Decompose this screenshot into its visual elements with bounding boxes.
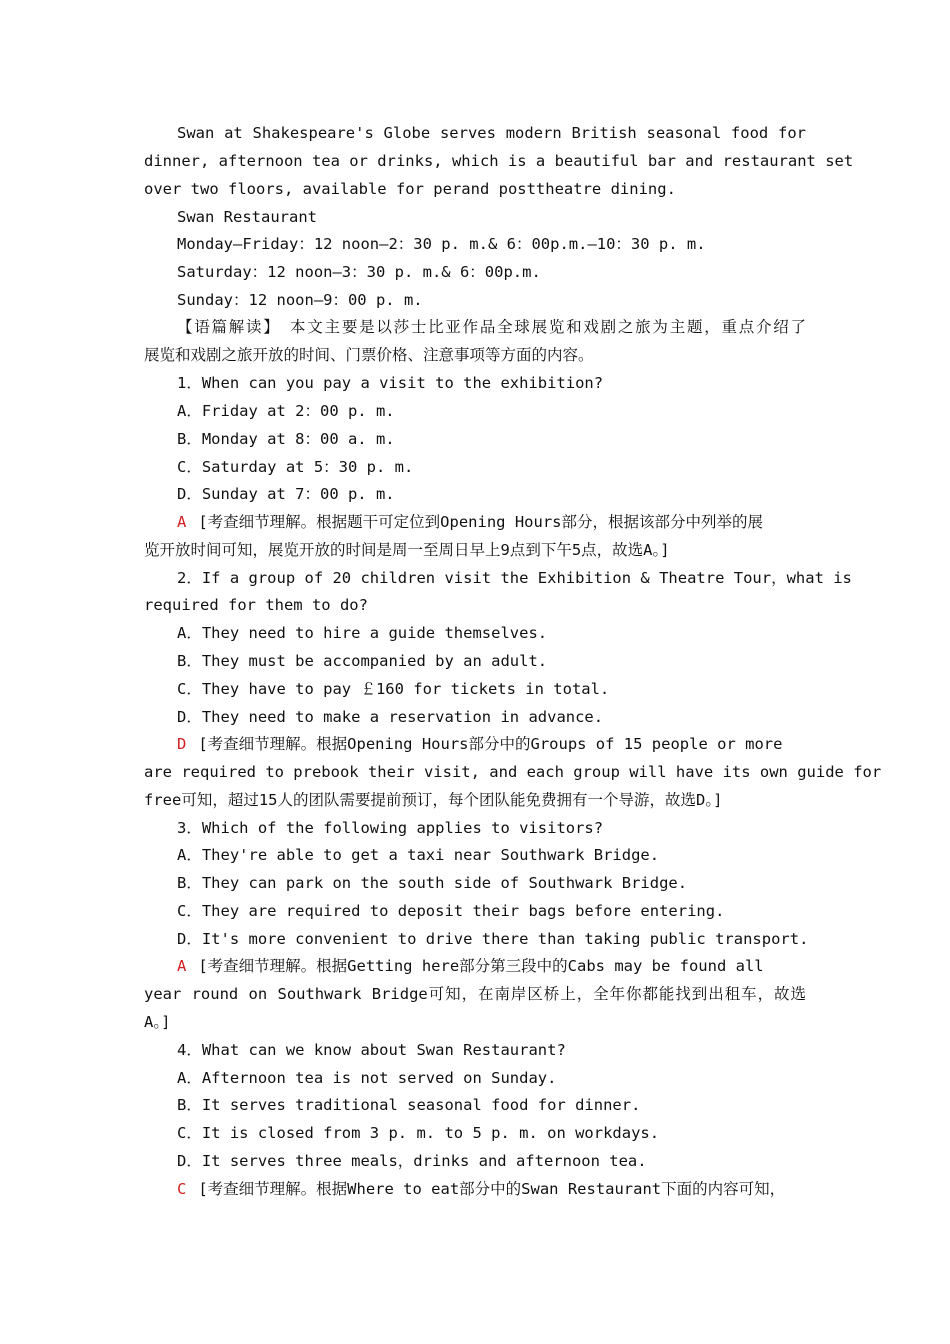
question-3-explanation-line-1 bbox=[177, 956, 806, 976]
question-3-answer: A bbox=[177, 957, 187, 975]
question-1-explanation-text: [考查细节理解。根据题干可定位到Opening Hours部分，根据该部分中列举的展 bbox=[198, 513, 763, 531]
question-2-stem-line-1: 2．If a group of 20 children visit the Exhibition & Theatre Tour，what is bbox=[177, 569, 852, 587]
question-1-option-b: B．Monday at 8：00 a. m. bbox=[177, 430, 395, 448]
question-1-explanation-line-2: 览开放时间可知，展览开放的时间是周一至周日早上9点到下午5点，故选A。] bbox=[144, 541, 670, 559]
question-2-explanation-line-1 bbox=[177, 734, 806, 754]
question-3-explanation-line-2: year round on Southwark Bridge可知，在南岸区桥上，全年你都能找到出租车，故选 bbox=[144, 985, 806, 1003]
question-1-answer: A bbox=[177, 513, 187, 531]
question-1-option-c: C．Saturday at 5：30 p. m. bbox=[177, 458, 414, 476]
intro-line-1: Swan at Shakespeare's Globe serves modern British seasonal food for bbox=[177, 124, 806, 142]
restaurant-sunday-hours: Sunday：12 noon—9：00 p. m. bbox=[177, 291, 423, 309]
question-2-option-d: D．They need to make a reservation in advance. bbox=[177, 708, 604, 726]
question-3-option-b: B．They can park on the south side of Southwark Bridge. bbox=[177, 874, 688, 892]
question-1-option-a: A．Friday at 2：00 p. m. bbox=[177, 402, 395, 420]
restaurant-weekday-hours: Monday—Friday：12 noon—2：30 p. m.& 6：00p.m.—10：30 p. m. bbox=[177, 235, 706, 253]
analysis-line-2: 展览和戏剧之旅开放的时间、门票价格、注意事项等方面的内容。 bbox=[144, 346, 594, 364]
question-4-explanation-text: [考查细节理解。根据Where to eat部分中的Swan Restaurant下面的内容可知， bbox=[198, 1180, 786, 1198]
question-2-answer: D bbox=[177, 735, 187, 753]
intro-line-3: over two floors, available for perand posttheatre dining. bbox=[144, 180, 676, 198]
question-4-answer: C bbox=[177, 1180, 187, 1198]
question-3-option-d: D．It's more convenient to drive there than taking public transport. bbox=[177, 930, 809, 948]
question-3-explanation-text: [考查细节理解。根据Getting here部分第三段中的Cabs may be found all bbox=[198, 957, 764, 975]
question-4-stem: 4．What can we know about Swan Restaurant? bbox=[177, 1041, 566, 1059]
restaurant-name: Swan Restaurant bbox=[177, 208, 317, 226]
question-2-stem-line-2: required for them to do? bbox=[144, 596, 368, 614]
question-3-stem: 3．Which of the following applies to visitors? bbox=[177, 819, 604, 837]
question-2-explanation-line-2: are required to prebook their visit, and each group will have its own guide for bbox=[144, 763, 882, 781]
question-4-option-c: C．It is closed from 3 p. m. to 5 p. m. on workdays. bbox=[177, 1124, 660, 1142]
question-4-explanation-line-1 bbox=[177, 1179, 806, 1199]
question-2-explanation-text: [考查细节理解。根据Opening Hours部分中的Groups of 15 people or more bbox=[198, 735, 783, 753]
question-2-explanation-line-3: free可知，超过15人的团队需要提前预订，每个团队能免费拥有一个导游，故选D。] bbox=[144, 791, 723, 809]
question-4-option-d: D．It serves three meals，drinks and afternoon tea. bbox=[177, 1152, 647, 1170]
question-3-explanation-line-3: A。] bbox=[144, 1013, 171, 1031]
analysis-line-1: 【语篇解读】 本文主要是以莎士比亚作品全球展览和戏剧之旅为主题，重点介绍了 bbox=[177, 318, 806, 336]
question-3-option-a: A．They're able to get a taxi near Southwark Bridge. bbox=[177, 846, 660, 864]
question-1-stem: 1．When can you pay a visit to the exhibition? bbox=[177, 374, 604, 392]
question-1-explanation-line-1 bbox=[177, 512, 806, 532]
question-2-option-a: A．They need to hire a guide themselves. bbox=[177, 624, 548, 642]
question-1-option-d: D．Sunday at 7：00 p. m. bbox=[177, 485, 395, 503]
intro-line-2: dinner, afternoon tea or drinks, which is a beautiful bar and restaurant set bbox=[144, 152, 854, 170]
question-4-option-b: B．It serves traditional seasonal food for dinner. bbox=[177, 1096, 641, 1114]
question-2-option-b: B．They must be accompanied by an adult. bbox=[177, 652, 548, 670]
question-2-option-c: C．They have to pay ￡160 for tickets in total. bbox=[177, 680, 610, 698]
restaurant-saturday-hours: Saturday：12 noon—3：30 p. m.& 6：00p.m. bbox=[177, 263, 541, 281]
question-3-option-c: C．They are required to deposit their bags before entering. bbox=[177, 902, 725, 920]
question-4-option-a: A．Afternoon tea is not served on Sunday. bbox=[177, 1069, 557, 1087]
